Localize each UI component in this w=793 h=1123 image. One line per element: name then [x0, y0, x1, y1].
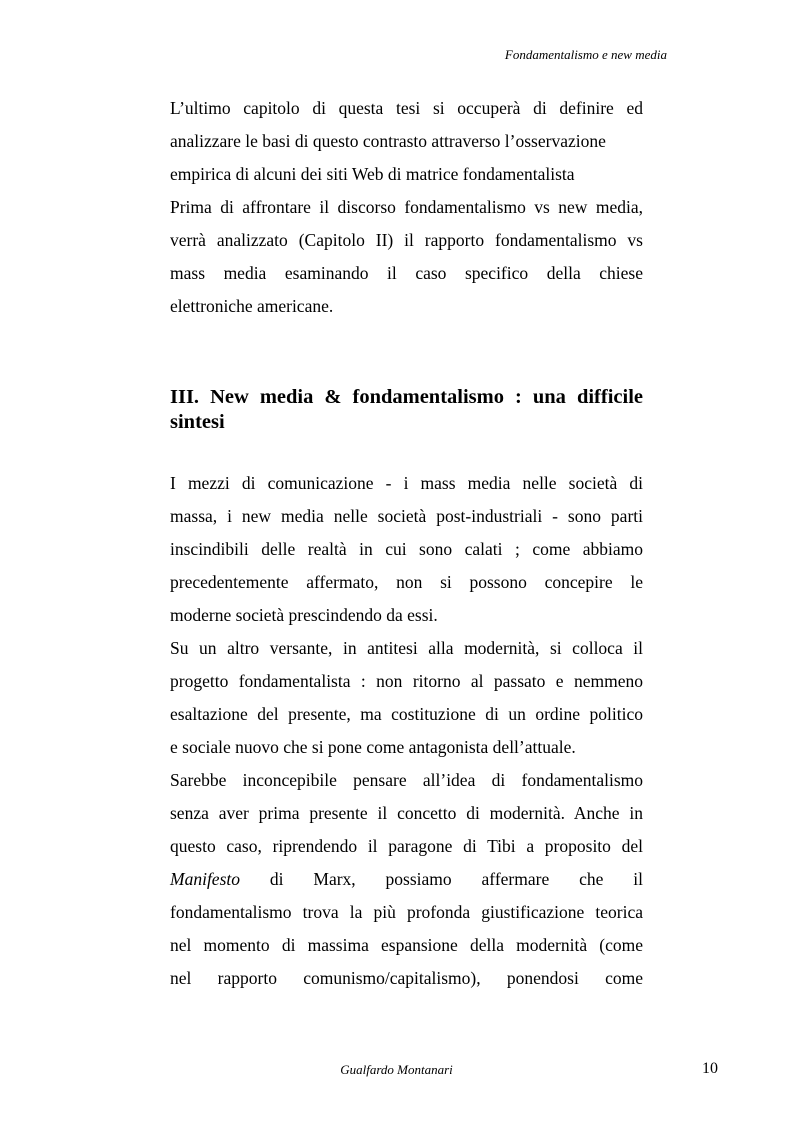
- text-line: nel rapporto comunismo/capitalismo), ponendosi come: [170, 968, 643, 988]
- text-line: elettroniche americane.: [170, 296, 334, 316]
- text-line: progetto fondamentalista : non ritorno al passato e nemmeno: [170, 671, 643, 691]
- text-line: senza aver prima presente il concetto di modernità. Anche in: [170, 803, 643, 823]
- text-line-manifesto: [170, 863, 643, 896]
- manifesto-title: Manifesto: [170, 869, 240, 889]
- text-line: Su un altro versante, in antitesi alla modernità, si colloca il: [170, 638, 643, 658]
- footer-author: Gualfardo Montanari: [340, 1062, 453, 1077]
- text-line: questo caso, riprendendo il paragone di Tibi a proposito del: [170, 836, 643, 856]
- text-line: moderne società prescindendo da essi.: [170, 605, 438, 625]
- text-line: precedentemente affermato, non si possono concepire le: [170, 572, 643, 592]
- page-number: 10: [702, 1060, 718, 1077]
- text-line: e sociale nuovo che si pone come antagonista dell’attuale.: [170, 737, 576, 757]
- text-line: verrà analizzato (Capitolo II) il rapporto fondamentalismo vs: [170, 230, 643, 250]
- text-line: I mezzi di comunicazione - i mass media nelle società di: [170, 473, 643, 493]
- text-line: mass media esaminando il caso specifico della chiese: [170, 263, 643, 283]
- running-header: Fondamentalismo e new media: [504, 47, 667, 62]
- text-line: L’ultimo capitolo di questa tesi si occuperà di definire ed: [170, 98, 643, 118]
- text-line: Prima di affrontare il discorso fondamentalismo vs new media,: [170, 197, 643, 217]
- intro-paragraph: [170, 92, 643, 323]
- body-paragraph: [170, 467, 643, 995]
- heading-line: III. New media & fondamentalismo : una difficile: [170, 386, 643, 408]
- text-line: fondamentalismo trova la più profonda giustificazione teorica: [170, 902, 643, 922]
- text-line: Sarebbe inconcepibile pensare all’idea di fondamentalismo: [170, 770, 643, 790]
- text-line: inscindibili delle realtà in cui sono calati ; come abbiamo: [170, 539, 643, 559]
- text-line: esaltazione del presente, ma costituzione di un ordine politico: [170, 704, 643, 724]
- text-line: empirica di alcuni dei siti Web di matrice fondamentalista: [170, 164, 575, 184]
- page-content: [170, 92, 643, 995]
- section-heading: [170, 385, 643, 435]
- text-line: nel momento di massima espansione della modernità (come: [170, 935, 643, 955]
- manifesto-rest: di Marx, possiamo affermare che il: [269, 869, 643, 889]
- text-line: analizzare le basi di questo contrasto attraverso l’osservazione: [170, 131, 606, 151]
- heading-line: sintesi: [170, 411, 225, 433]
- text-line: massa, i new media nelle società post-industriali - sono parti: [170, 506, 643, 526]
